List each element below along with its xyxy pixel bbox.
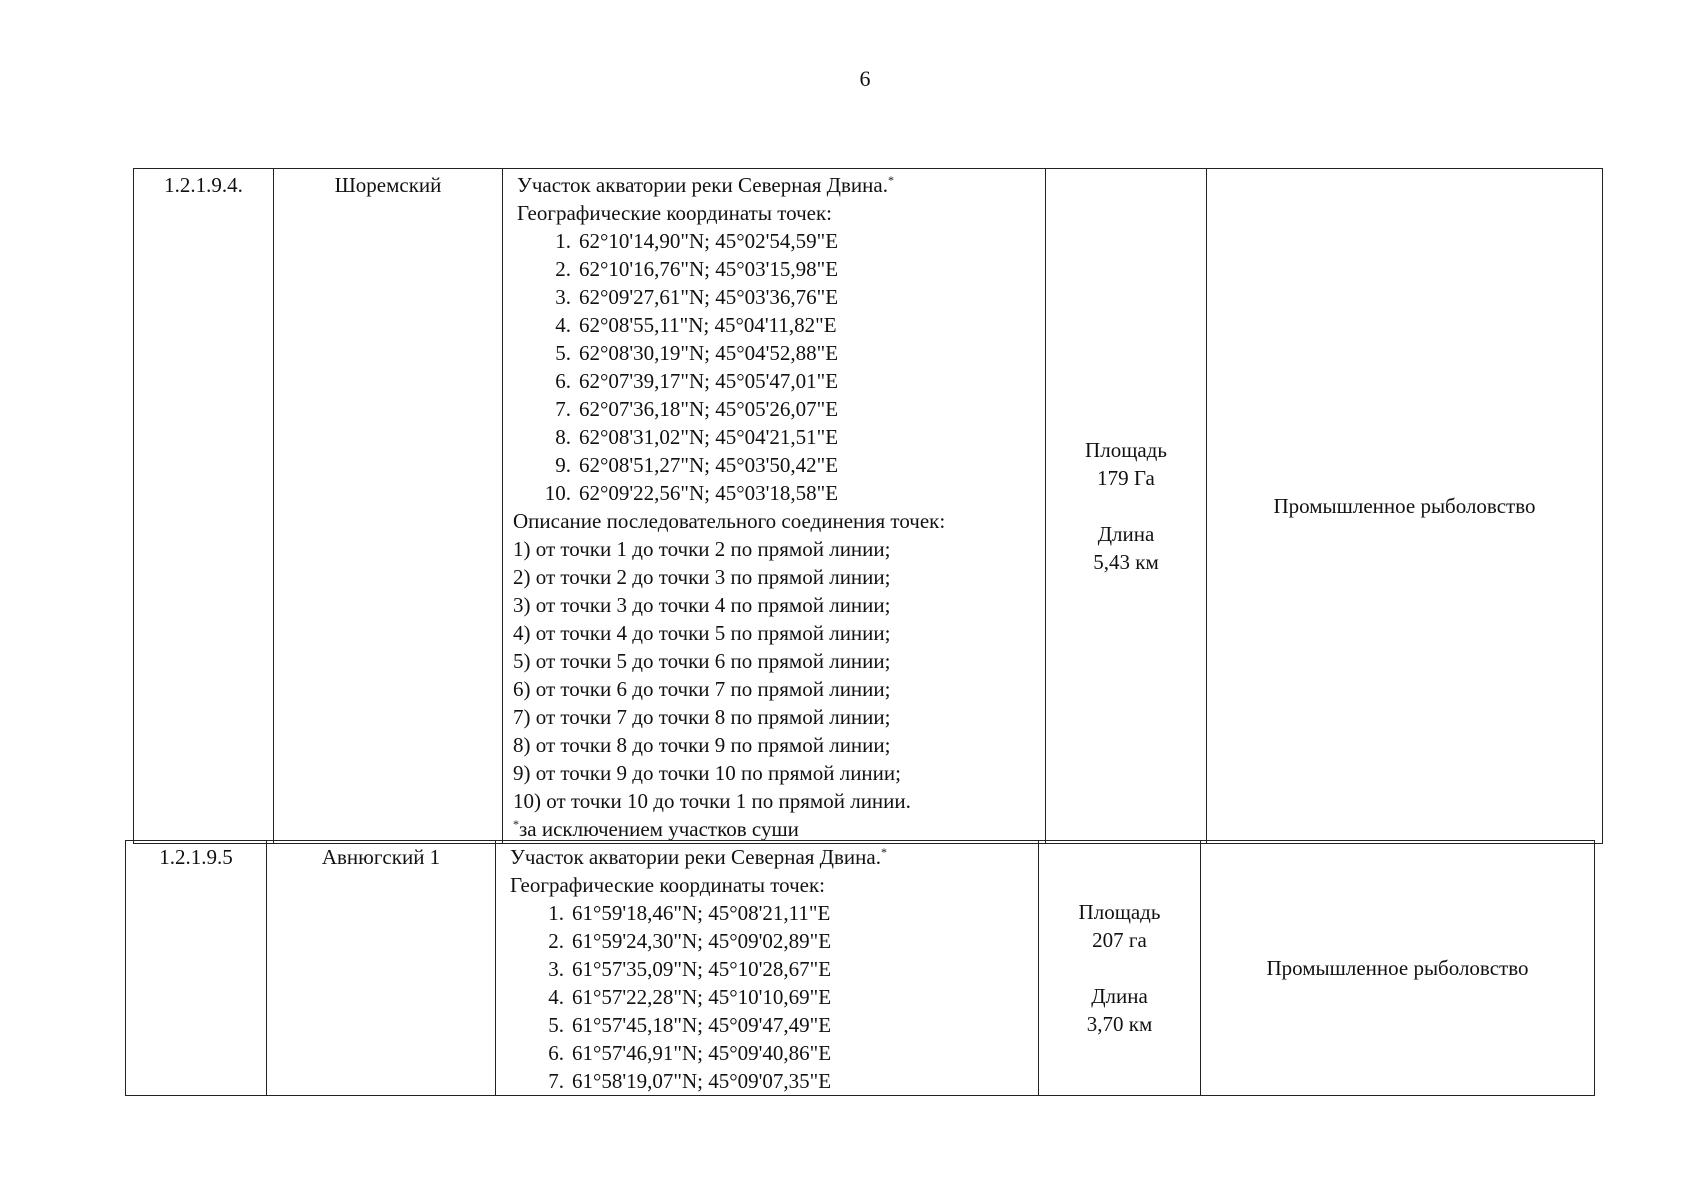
length-value: 3,70 км: [1086, 1012, 1153, 1036]
coordinate-item: 7. 61°58'19,07"N; 45°09'07,35"E: [548, 1069, 832, 1093]
usage-type: [1201, 841, 1595, 1096]
coordinate-item: 1. 62°10'14,90"N; 45°02'54,59"E: [555, 229, 839, 253]
usage-text: Промышленное рыболовство: [1266, 956, 1529, 980]
length-label: Длина: [1097, 522, 1155, 546]
connection-item: 9) от точки 9 до точки 10 по прямой линии;: [513, 761, 901, 785]
coordinate-item: 8. 62°08'31,02"N; 45°04'21,51"E: [555, 425, 839, 449]
coordinate-list: [506, 899, 1032, 1095]
coordinate-item: 1. 61°59'18,46"N; 45°08'21,11"E: [548, 901, 831, 925]
coords-heading: Географические координаты точек:: [517, 201, 832, 225]
area-description: [503, 169, 1046, 844]
length-value: 5,43 км: [1093, 550, 1159, 574]
area-name-text: Авнюгский 1: [321, 845, 441, 869]
coordinate-item: 6. 62°07'39,17"N; 45°05'47,01"E: [555, 369, 839, 393]
footnote-marker: *: [513, 817, 519, 831]
usage-type: [1207, 169, 1603, 844]
area-size: [1046, 169, 1207, 844]
coordinate-item: 2. 61°59'24,30"N; 45°09'02,89"E: [548, 929, 832, 953]
description-intro: Участок акватории реки Северная Двина.*: [517, 173, 894, 197]
area-value: 207 га: [1092, 928, 1147, 952]
area-size: [1039, 841, 1201, 1096]
coordinate-item: 5. 61°57'45,18"N; 45°09'47,49"E: [548, 1013, 832, 1037]
table-row: [134, 169, 1603, 844]
coordinate-item: 3. 62°09'27,61"N; 45°03'36,76"E: [555, 285, 839, 309]
area-name: [274, 169, 503, 844]
row-number-text: 1.2.1.9.5: [159, 845, 233, 869]
coordinate-item: 2. 62°10'16,76"N; 45°03'15,98"E: [555, 257, 839, 281]
coordinate-item: 9. 62°08'51,27"N; 45°03'50,42"E: [555, 453, 839, 477]
area-name-text: Шоремский: [334, 173, 442, 197]
coordinate-item: 6. 61°57'46,91"N; 45°09'40,86"E: [548, 1041, 832, 1065]
coords-heading: Географические координаты точек:: [510, 873, 825, 897]
footnote-marker: *: [880, 845, 887, 859]
fishing-area-table-row-2: [125, 840, 1595, 1096]
row-number-text: 1.2.1.9.4.: [164, 173, 243, 197]
footnote: *за исключением участков суши: [513, 817, 799, 841]
connection-item: 5) от точки 5 до точки 6 по прямой линии;: [513, 649, 891, 673]
coordinate-item: 4. 61°57'22,28"N; 45°10'10,69"E: [548, 985, 832, 1009]
connection-item: 2) от точки 2 до точки 3 по прямой линии;: [513, 565, 891, 589]
coordinate-item: 10. 62°09'22,56"N; 45°03'18,58"E: [544, 481, 839, 505]
connection-item: 3) от точки 3 до точки 4 по прямой линии;: [513, 593, 891, 617]
row-number: [126, 841, 267, 1096]
connections-heading: Описание последовательного соединения точек:: [513, 509, 946, 533]
connection-item: 7) от точки 7 до точки 8 по прямой линии;: [513, 705, 891, 729]
fishing-area-table-row-1: [133, 168, 1603, 844]
coordinate-list: [513, 227, 1039, 507]
coordinate-item: 5. 62°08'30,19"N; 45°04'52,88"E: [555, 341, 839, 365]
connection-item: 6) от точки 6 до точки 7 по прямой линии;: [513, 677, 891, 701]
length-label: Длина: [1091, 984, 1148, 1008]
usage-text: Промышленное рыболовство: [1273, 494, 1536, 518]
area-name: [267, 841, 496, 1096]
footnote-marker: *: [887, 173, 894, 187]
coordinate-item: 3. 61°57'35,09"N; 45°10'28,67"E: [548, 957, 832, 981]
connection-item: 10) от точки 10 до точки 1 по прямой линии.: [513, 789, 911, 813]
connection-item: 8) от точки 8 до точки 9 по прямой линии;: [513, 733, 891, 757]
area-description: [496, 841, 1039, 1096]
page-number: 6: [859, 66, 871, 91]
coordinate-item: 7. 62°07'36,18"N; 45°05'26,07"E: [555, 397, 839, 421]
connection-item: 1) от точки 1 до точки 2 по прямой линии;: [513, 537, 891, 561]
area-value: 179 Га: [1097, 466, 1155, 490]
description-intro: Участок акватории реки Северная Двина.*: [510, 845, 887, 869]
area-label: Площадь: [1085, 438, 1167, 462]
table-row: [126, 841, 1595, 1096]
area-label: Площадь: [1078, 900, 1161, 924]
row-number: [134, 169, 274, 844]
connection-item: 4) от точки 4 до точки 5 по прямой линии;: [513, 621, 891, 645]
coordinate-item: 4. 62°08'55,11"N; 45°04'11,82"E: [555, 313, 837, 337]
